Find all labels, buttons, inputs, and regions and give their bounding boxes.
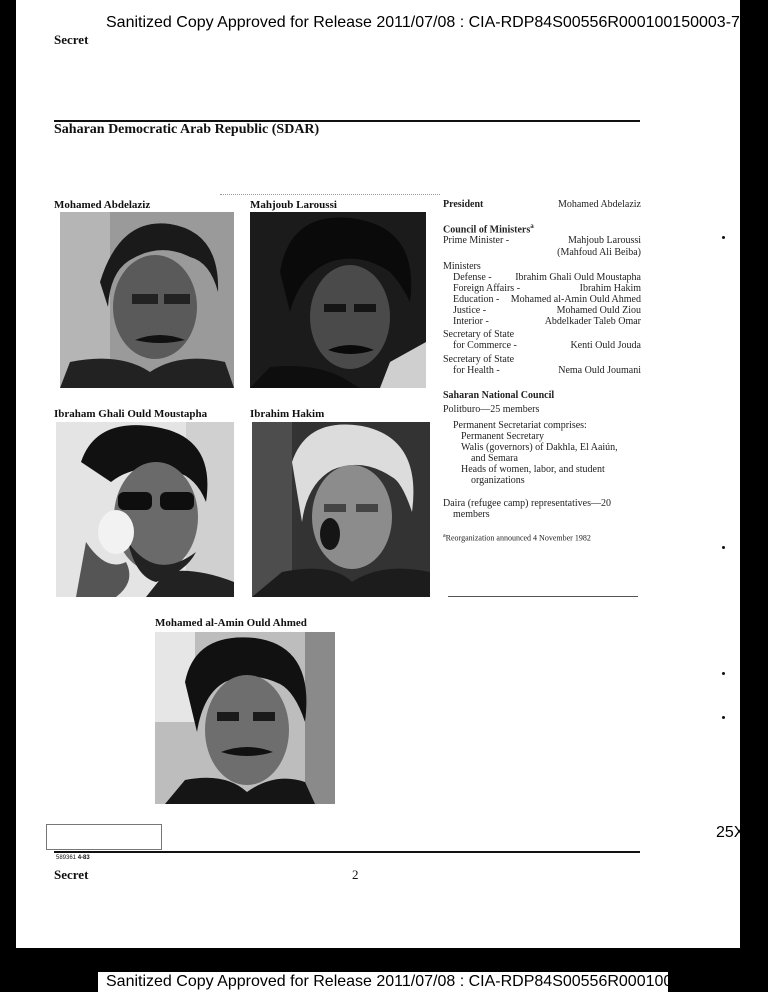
secretariat-intro: Permanent Secretariat comprises: bbox=[453, 420, 587, 431]
release-banner-top: Sanitized Copy Approved for Release 2011/07/08 : CIA-RDP84S00556R000100150003-7 bbox=[106, 14, 740, 31]
health-label: Secretary of State bbox=[443, 354, 515, 365]
footnote: $^a$Reorganization announced 4 November 1982 bbox=[443, 533, 591, 543]
ministers-label: Ministers bbox=[443, 261, 481, 272]
photo-caption: Ibrahim Hakim bbox=[250, 408, 325, 420]
scan-speck bbox=[722, 672, 725, 675]
release-banner-bottom: Sanitized Copy Approved for Release 2011/07/08 : CIA-RDP84S00556R000100150003-7 bbox=[98, 972, 668, 992]
scan-speck bbox=[722, 716, 725, 719]
redaction-box bbox=[46, 824, 162, 850]
footer-code: 589361 4-83 bbox=[56, 855, 90, 861]
secretariat-item: and Semara bbox=[471, 453, 518, 464]
health-label: for Health - bbox=[453, 365, 500, 376]
health-name: Nema Ould Joumani bbox=[558, 365, 641, 376]
classification-bottom: Secret bbox=[54, 867, 89, 882]
portrait-photo bbox=[250, 212, 426, 388]
exemption-stamp: 25X1 bbox=[716, 824, 754, 841]
minister-name: Abdelkader Taleb Omar bbox=[544, 316, 641, 327]
page-number: 2 bbox=[352, 867, 359, 882]
president-name: Mohamed Abdelaziz bbox=[557, 199, 641, 210]
minister-role: Defense - bbox=[453, 272, 492, 283]
minister-name: Ibrahim Hakim bbox=[579, 283, 641, 294]
photo-caption: Ibraham Ghali Ould Moustapha bbox=[54, 408, 208, 420]
commerce-label: Secretary of State bbox=[443, 329, 515, 340]
secretariat-item: Permanent Secretary bbox=[461, 431, 545, 442]
page-title: Saharan Democratic Arab Republic (SDAR) bbox=[54, 122, 320, 137]
minister-name: Mohamed Ould Ziou bbox=[556, 305, 641, 316]
portrait-photo bbox=[252, 422, 430, 597]
portrait-photo bbox=[60, 212, 234, 388]
secretariat-item: Heads of women, labor, and student bbox=[461, 464, 605, 475]
daira-text: Daira (refugee camp) representatives—20 bbox=[443, 498, 611, 509]
prime-minister-name: Mahjoub Laroussi bbox=[567, 235, 641, 246]
secretariat-item: Walis (governors) of Dakhla, El Aaiún, bbox=[461, 442, 618, 453]
column-end-rule bbox=[448, 596, 638, 597]
faint-rule bbox=[220, 194, 440, 196]
minister-role: Interior - bbox=[453, 316, 489, 327]
portrait-photo bbox=[155, 632, 335, 804]
scan-speck bbox=[722, 546, 725, 549]
minister-role: Foreign Affairs - bbox=[453, 283, 521, 294]
minister-name: Mohamed al-Amin Ould Ahmed bbox=[510, 294, 641, 305]
council-heading: Council of Ministers$^a$ bbox=[443, 222, 534, 236]
minister-role: Justice - bbox=[453, 305, 487, 316]
secretariat-item: organizations bbox=[471, 475, 525, 486]
classification-top: Secret bbox=[54, 32, 89, 47]
scan-speck bbox=[722, 236, 725, 239]
commerce-label: for Commerce - bbox=[453, 340, 517, 351]
prime-minister-alt: (Mahfoud Ali Beiba) bbox=[557, 247, 641, 258]
president-label: President bbox=[443, 199, 484, 210]
politburo-text: Politburo—25 members bbox=[443, 404, 540, 415]
footer-rule bbox=[54, 851, 640, 853]
commerce-name: Kenti Ould Jouda bbox=[570, 340, 641, 351]
prime-minister-label: Prime Minister - bbox=[443, 235, 510, 246]
portrait-photo bbox=[56, 422, 234, 597]
national-council-heading: Saharan National Council bbox=[443, 390, 555, 401]
daira-text: members bbox=[453, 509, 490, 520]
photo-caption: Mohamed Abdelaziz bbox=[54, 199, 151, 211]
minister-name: Ibrahim Ghali Ould Moustapha bbox=[515, 272, 641, 283]
government-listing bbox=[443, 199, 643, 549]
photo-caption: Mohamed al-Amin Ould Ahmed bbox=[155, 617, 307, 629]
photo-caption: Mahjoub Laroussi bbox=[250, 199, 337, 211]
minister-role: Education - bbox=[453, 294, 500, 305]
